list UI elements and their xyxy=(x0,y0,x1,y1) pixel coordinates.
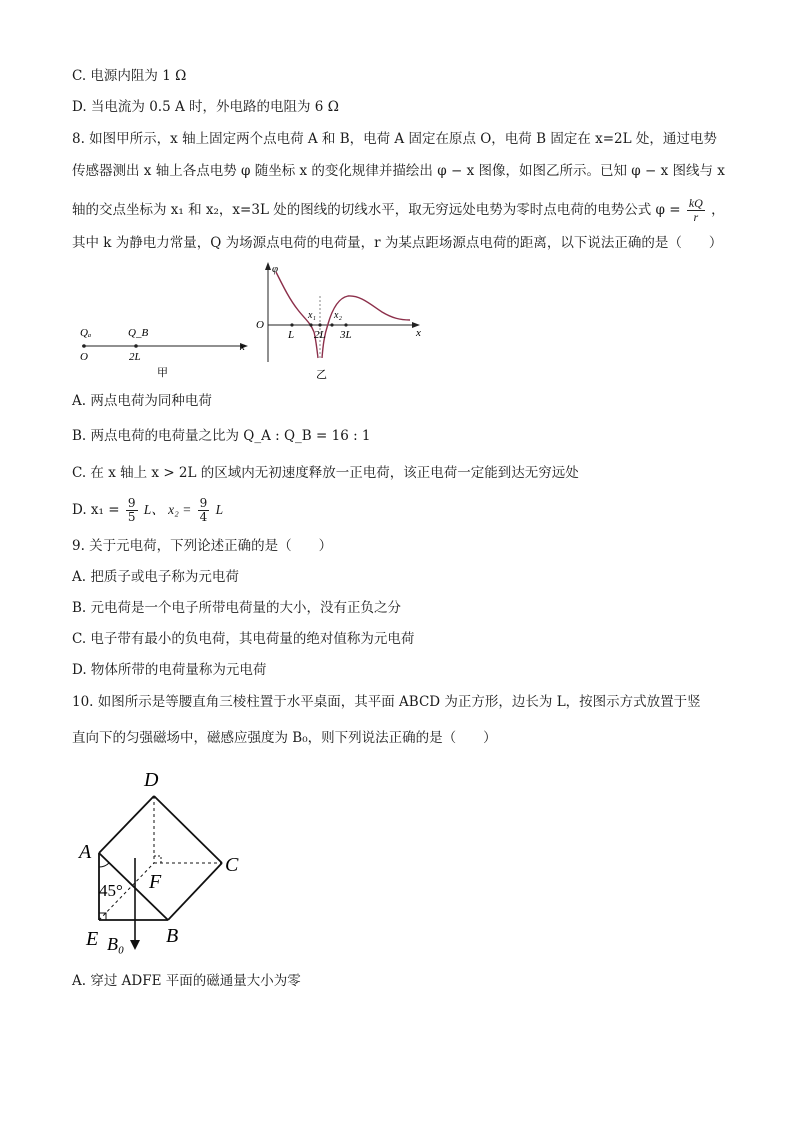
x2-numerator: 9 xyxy=(199,496,208,510)
vertex-d-label: D xyxy=(144,769,159,791)
jia-2l-label: 2L xyxy=(129,351,141,363)
x1-denominator: 5 xyxy=(127,510,136,524)
angle-45-arc xyxy=(99,863,109,867)
b0-label: B₀ xyxy=(107,934,125,954)
yi-l-tick xyxy=(290,323,293,326)
yi-l-label: L xyxy=(288,329,295,341)
formula-numerator: kQ xyxy=(688,196,703,210)
x1-numerator: 9 xyxy=(127,496,136,510)
figure-yi xyxy=(252,258,432,383)
yi-phi-axis-arrow-icon xyxy=(265,262,271,270)
yi-2l-label: 2L xyxy=(314,329,326,341)
charge-b-label: Q_B xyxy=(128,327,149,339)
figure-yi-caption: 乙 xyxy=(316,369,327,381)
x1-fraction xyxy=(126,497,138,524)
figure-jia xyxy=(72,318,257,380)
vertex-e-label: E xyxy=(86,928,99,950)
charge-a-label: Qₐ xyxy=(80,327,92,339)
yi-3l-tick xyxy=(344,323,347,326)
q8-stem-line2: 传感器测出 x 轴上各点电势 φ 随坐标 x 的变化规律并描绘出 φ − x 图像，如图乙所示。已知 φ − x 图线与 x xyxy=(72,163,725,179)
yi-x1-label: x₁ xyxy=(308,310,316,321)
q9-option-a: A. 把质子或电子称为元电荷 xyxy=(72,569,239,585)
vertex-b-label: B xyxy=(166,925,179,947)
q10-stem-line1: 10. 如图所示是等腰直角三棱柱置于水平桌面，其平面 ABCD 为正方形，边长为 L，按图示方式放置于竖 xyxy=(72,694,701,710)
q8-option-a: A. 两点电荷为同种电荷 xyxy=(72,393,212,409)
yi-x2-label: x₂ xyxy=(334,310,342,321)
yi-x2-point xyxy=(330,323,333,326)
q8-option-d-mid: L、 x₂ = xyxy=(143,502,192,517)
q8-option-d-prefix: D. x₁ = xyxy=(72,502,120,518)
yi-origin-label: O xyxy=(256,319,264,331)
yi-3l-label: 3L xyxy=(340,329,352,341)
x2-fraction xyxy=(198,497,210,524)
right-angle-f-mark xyxy=(154,856,161,863)
yi-phi-label: φ xyxy=(272,263,279,275)
vertex-a-label: A xyxy=(79,841,92,863)
edge-dc xyxy=(154,796,222,863)
q9-option-c: C. 电子带有最小的负电荷，其电荷量的绝对值称为元电荷 xyxy=(72,631,415,647)
jia-origin-label: O xyxy=(80,351,88,363)
charge-a-dot xyxy=(82,344,86,348)
q10-option-a: A. 穿过 ADFE 平面的磁通量大小为零 xyxy=(72,973,301,989)
edge-ad xyxy=(99,796,154,853)
prism-figure xyxy=(72,766,262,956)
figure-jia-caption: 甲 xyxy=(157,367,168,379)
q8-option-d-suffix: L xyxy=(215,502,224,517)
q8-stem-line3 xyxy=(72,197,725,224)
q7-option-c: C. 电源内阻为 1 Ω xyxy=(72,68,187,84)
angle-45-label: 45° xyxy=(99,881,123,900)
edge-cb xyxy=(168,863,222,920)
yi-2l-tick xyxy=(318,323,321,326)
vertex-c-label: C xyxy=(225,854,239,876)
q8-stem-line1: 8. 如图甲所示，x 轴上固定两个点电荷 A 和 B，电荷 A 固定在原点 O，电荷 B 固定在 x=2L 处，通过电势 xyxy=(72,131,717,147)
q8-option-d xyxy=(72,497,223,524)
q7-option-d: D. 当电流为 0.5 A 时，外电路的电阻为 6 Ω xyxy=(72,99,339,115)
yi-curve-right xyxy=(322,296,410,358)
q8-stem-line3-end: ， xyxy=(711,202,725,218)
yi-x-label: x xyxy=(416,327,421,339)
jia-x-label: x xyxy=(240,341,245,353)
q8-option-c: C. 在 x 轴上 x > 2L 的区域内无初速度释放一正电荷，该正电荷一定能到达无穷远处 xyxy=(72,465,579,481)
q8-option-b: B. 两点电荷的电荷量之比为 Q_A : Q_B = 16 : 1 xyxy=(72,428,371,444)
charge-b-dot xyxy=(134,344,138,348)
field-down-arrow-icon xyxy=(130,940,140,950)
q8-stem-line3-text: 轴的交点坐标为 x₁ 和 x₂，x=3L 处的图线的切线水平，取无穷远处电势为零时点电荷的电势公式 φ = xyxy=(72,202,681,218)
formula-denominator: r xyxy=(693,210,699,224)
q9-option-d: D. 物体所带的电荷量称为元电荷 xyxy=(72,662,267,678)
x2-denominator: 4 xyxy=(199,510,208,524)
q9-option-b: B. 元电荷是一个电子所带电荷量的大小，没有正负之分 xyxy=(72,600,402,616)
yi-x1-point xyxy=(309,323,312,326)
potential-formula-fraction xyxy=(687,197,705,224)
vertex-f-label: F xyxy=(149,871,162,893)
q9-stem: 9. 关于元电荷，下列论述正确的是（ ） xyxy=(72,538,333,554)
q10-stem-line2: 直向下的匀强磁场中，磁感应强度为 B₀，则下列说法正确的是（ ） xyxy=(72,730,497,746)
q8-stem-line4: 其中 k 为静电力常量，Q 为场源点电荷的电荷量，r 为某点距场源点电荷的距离，以下说法正确的是（ ） xyxy=(72,235,723,251)
